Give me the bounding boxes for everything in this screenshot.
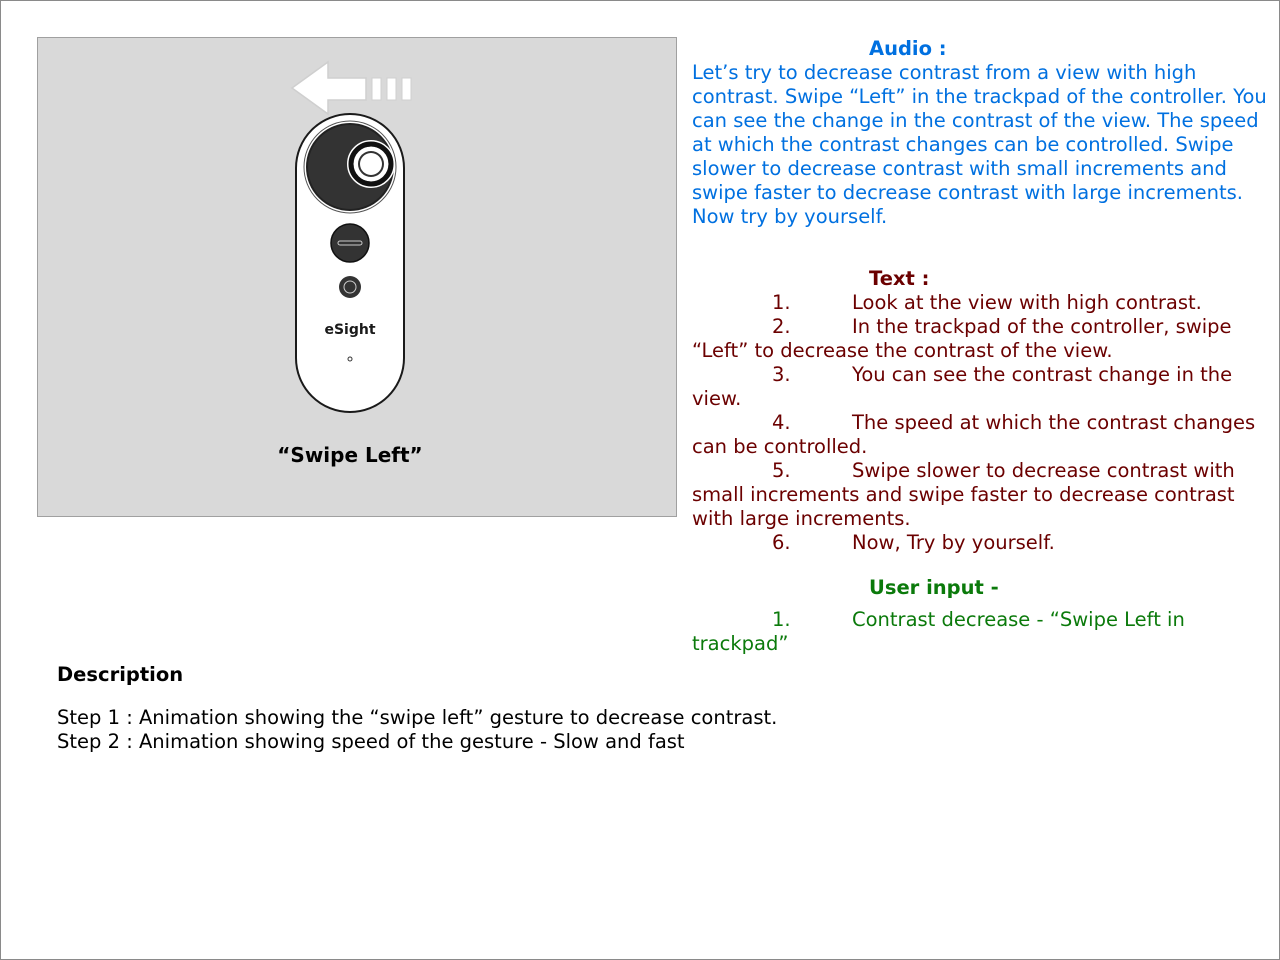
text-list-item: 4. The speed at which the contrast changes can be controlled. [692, 411, 1256, 458]
audio-heading: Audio : [869, 37, 947, 60]
audio-section [692, 37, 1272, 229]
text-heading: Text : [869, 267, 930, 290]
text-list-item: 3. You can see the contrast change in the view. [692, 363, 1233, 410]
text-list-item: 5. Swipe slower to decrease contrast with small increments and swipe faster to decrease contrast with large increments. [692, 459, 1235, 530]
user-input-list-item: 1. Contrast decrease - “Swipe Left in trackpad” [692, 608, 1185, 655]
text-section [692, 267, 1272, 555]
controller-illustration [37, 37, 677, 517]
illustration-caption: “Swipe Left” [277, 443, 423, 467]
user-input-heading: User input - [869, 576, 999, 599]
audio-body: Let’s try to decrease contrast from a view with high contrast. Swipe “Left” in the trackpad of the controller. You can see the change in the contrast of the view. The speed at which the contrast changes can be controlled. Swipe slower to decrease contrast with small increments and swipe faster to decrease contrast with large increments. Now try by yourself. [692, 61, 1267, 228]
script-panel [692, 37, 1272, 656]
description-title: Description [57, 663, 184, 686]
swipe-left-arrow-icon [292, 62, 411, 114]
small-button-icon [339, 276, 361, 298]
user-input-section [692, 576, 1272, 656]
text-list-item: 2. In the trackpad of the controller, swipe “Left” to decrease the contrast of the view. [692, 315, 1232, 362]
description-step: Step 2 : Animation showing speed of the gesture - Slow and fast [57, 730, 685, 753]
description-step: Step 1 : Animation showing the “swipe left” gesture to decrease contrast. [57, 706, 778, 729]
brand-logo: eSight [324, 322, 376, 338]
text-list-item: 1. Look at the view with high contrast. [772, 291, 1202, 314]
menu-button-icon [331, 224, 369, 262]
esight-controller [296, 114, 404, 412]
description-section [57, 663, 1057, 754]
text-list-item: 6. Now, Try by yourself. [772, 531, 1055, 554]
